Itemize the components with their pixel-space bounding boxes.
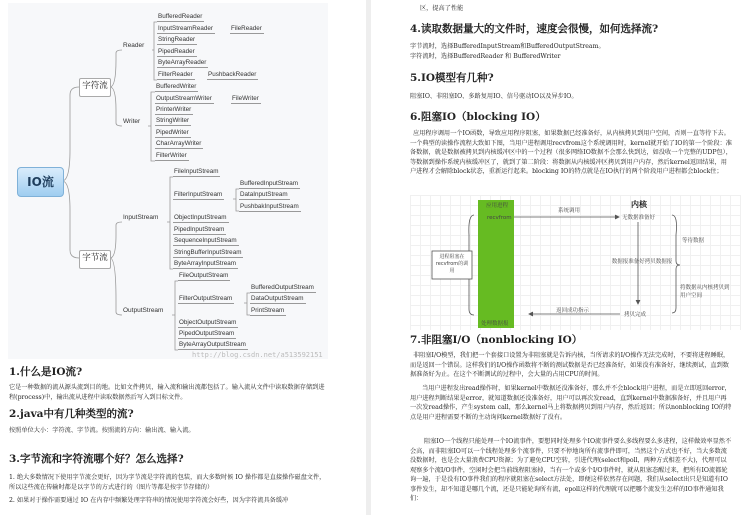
label-kernel: 内核 xyxy=(631,200,647,209)
node: BufferedWriter xyxy=(156,83,197,90)
node: BufferedOutputStream xyxy=(251,284,314,291)
node: FileInputStream xyxy=(174,168,219,175)
node: FileWriter xyxy=(232,95,259,102)
label-copy-done: 拷贝完成 xyxy=(624,312,647,318)
node: InputStreamReader xyxy=(158,25,213,32)
label-blocked: 进程阻塞在recvfrom的调用 xyxy=(435,254,469,274)
node: StringReader xyxy=(158,36,196,43)
node: FilterInputStream xyxy=(174,191,223,198)
heading-q1: 1.什么是IO流? xyxy=(9,366,83,378)
node-outputstream: OutputStream xyxy=(123,307,164,314)
node: DataOutputStream xyxy=(251,295,304,302)
paragraph-line: 字节流时，选择BufferedInputStream和BufferedOutputStream。 xyxy=(410,43,605,50)
label-data-ready: 数据报准备好拷贝数据报 xyxy=(611,259,673,265)
node: BufferedReader xyxy=(158,13,203,20)
paragraph-q5: 阻塞IO、非阻塞IO、多路复用IO、信号驱动IO以及异步IO。 xyxy=(410,93,578,100)
node: FilterOutputStream xyxy=(179,295,233,302)
heading-q6: 6.阻塞IO（blocking IO） xyxy=(410,111,546,123)
node: PipedOutputStream xyxy=(179,330,235,337)
label-syscall: 系统调用 xyxy=(558,208,581,214)
node: FileOutputStream xyxy=(179,272,229,279)
node-char-stream: 字符流 xyxy=(79,78,111,97)
paragraph-q1: 它是一种数据的流从源头流到目的地。比如文件拷贝，输入流和输出流都包括了。输入流从文件中读取数据存储到进程(process)中，输出流从进程中读取数据然后写入到目标文件。 xyxy=(9,384,325,401)
heading-q2: 2.java中有几种类型的流? xyxy=(9,408,134,420)
node: OutputStreamWriter xyxy=(156,95,212,102)
heading-q5: 5.IO模型有几种? xyxy=(410,72,494,84)
node-reader: Reader xyxy=(123,42,145,49)
node: FileReader xyxy=(231,25,262,32)
heading-q4: 4.读取数据量大的文件时，速度会很慢，如何选择流? xyxy=(410,23,659,35)
node: FilterReader xyxy=(158,71,193,78)
node: ObjectInputStream xyxy=(174,214,227,221)
label-recvfrom: recvfrom xyxy=(487,215,512,221)
label-wait-data: 等待数据 xyxy=(682,238,705,244)
paragraph-q7-1: 非阻塞I/O模型，我们把一个套接口设置为非阻塞就是告诉内核，当所请求的I/O操作无法完成时，不要将进程睡眠，而是返回一个错误。这样我们的I/O操作函数将不断的测试数据是否已经准备好，如果没有准备好，继续测试，直到数据准备好为止。在这个不断测试的过程中，会大量的占用CPU的时间。 xyxy=(410,352,730,378)
list-item: 1. 绝大多数情况下使用字节流会更好，因为字节流是字符流的包装，而大多数时候 IO 操作都是直接操作磁盘文件，所以这些流在传输时都是以字节的方式进行的（图片等都是按字节存储的） xyxy=(9,474,326,491)
node: CharArrayWriter xyxy=(156,140,202,147)
label-handle: 处理数据报 xyxy=(481,321,509,327)
node: SequenceInputStream xyxy=(174,237,237,244)
node: BufferedInputStream xyxy=(240,180,298,187)
node-inputstream: InputStream xyxy=(123,214,159,221)
node: ObjectOutputStream xyxy=(179,319,237,326)
list-item: 2. 如果对于操作需要通过 IO 在内存中频繁处理字符串的情况使用字符流会好些，因为字符流具备缓冲 xyxy=(9,497,289,504)
node-byte-stream: 字节流 xyxy=(79,250,111,269)
node: ByteArrayOutputStream xyxy=(179,341,246,348)
node: FilterWriter xyxy=(156,152,187,159)
paragraph-q7-2: 当用户进程发出read操作时，如果kernel中数据还没准备好，那么并不会block用户进程，而是立即返回error，用户进程判断结果是error，就知道数据还没准备好，用户可以再次发read，直到kernel中数据准备好，并且用户再一次发read操作，产生system call，那么kernel马上将数据拷贝到用户内存，然后返回；所以nonblocking IO的特点是用户进程需要不断的主动询问kernel数据好了没有。 xyxy=(410,385,732,421)
label-no-data: 无数据准备好 xyxy=(622,215,656,221)
paragraph-q2: 按照单位大小：字符流、字节流。按照流的方向：输出流、输入流。 xyxy=(9,427,195,434)
node: StringWriter xyxy=(156,117,190,124)
node-writer: Writer xyxy=(123,118,141,125)
paragraph-continued: 区，提高了性能 xyxy=(420,5,464,12)
node: DataInputStream xyxy=(240,191,288,198)
node: PrintStream xyxy=(251,307,285,314)
label-app-process: 应用进程 xyxy=(486,203,509,209)
node: PushbackReader xyxy=(208,71,257,78)
heading-q7: 7.非阻塞I/O（nonblocking IO） xyxy=(410,334,583,346)
paragraph-line: 字符流时，选择BufferedReader 和 BufferedWriter xyxy=(410,53,561,60)
mindmap-root: IO流 xyxy=(17,167,64,197)
node: ByteArrayReader xyxy=(158,59,207,66)
watermark: http://blog.csdn.net/a513592151 xyxy=(192,351,323,359)
label-return-ok: 返回成功指示 xyxy=(556,308,590,314)
paragraph-q7-3: 阻塞IO一个线程只能处理一个IO流事件，要想同时处理多个IO流事件要么多线程要么多进程，这样做效率显然不会高，而非阻塞IO可以一个线程处理多个流事件，只要不停地询所有流事件即可，当然这个方式也不好，当大多数流没数据时，也是会大量浪费CPU资源；为了避免CPU空转，引进代理(select和poll，两种方式相差不大)，代理可以观察多个流I/O事件，空闲时会把当前线程阻塞掉，当有一个或多个I/O事件时，就从阻塞态醒过来，把所有IO流都轮询一遍，于是没有IO事件我们的程序就阻塞在select方法处，即便这样依然存在问题，我们从select出只是知道有IO事件发生，却不知道是哪几个流，还是只能轮询所有流，epoll这样的代理就可以把哪个流发生怎样的IO事件通知我们： xyxy=(410,438,732,502)
paragraph-q6: 应用程序调用一个IO函数，导致应用程序阻塞，如果数据已经准备好，从内核拷贝到用户空间，否则一直等待下去。一个典型的读操作流程大致如下图，当用户进程调用recvfrom这个系统调用时，kernel就开始了IO的第一个阶段：准备数据，就是数据被拷贝到内核缓冲区中的一个过程（很多网络IO数据不会那么快到达，如没收一个完整的UDP包），等数据到操作系统内核缓冲区了，就到了第二阶段：将数据从内核缓冲区拷贝到用户内存，然后kernel返回结果，用户进程才会解除block状态，重新运行起来。blocking IO的特点就是在IO执行的两个阶段用户进程都会block住； xyxy=(410,130,732,175)
node: PipedReader xyxy=(158,48,195,55)
node: PipedWriter xyxy=(156,129,189,136)
node: PushbakInputStream xyxy=(240,203,299,210)
blocking-io-diagram xyxy=(410,195,741,330)
heading-q3: 3.字节流和字符流哪个好？怎么选择? xyxy=(9,453,184,465)
left-page xyxy=(0,0,366,515)
node: StringBufferInputStream xyxy=(174,249,242,256)
node: PrinterWriter xyxy=(156,106,192,113)
node: PipedInputStream xyxy=(174,226,225,233)
node: ByteArrayInputStream xyxy=(174,260,236,267)
label-copy-to-user: 将数据从内核拷贝到用户空间 xyxy=(680,285,730,299)
